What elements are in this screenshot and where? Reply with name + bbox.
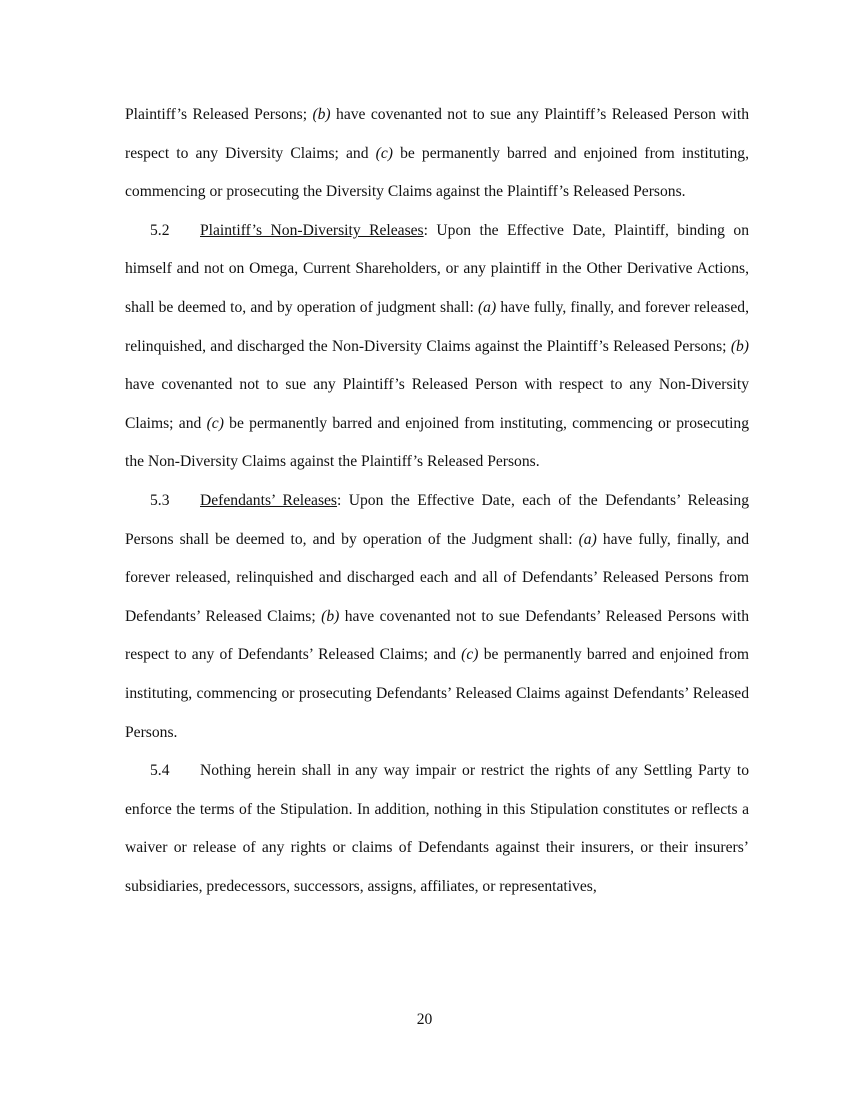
section-heading: Defendants’ Releases	[200, 491, 338, 509]
document-body	[125, 96, 749, 906]
paragraph-text: : Upon the Effective Date, Plaintiff, binding on himself and not on Omega, Current Shareholders, or any plaintiff in the Other Derivative Actions, shall be deemed to, and by operation of judgment shall:	[125, 221, 749, 316]
paragraph-text: have fully, finally, and forever released, relinquished and discharged each and all of Defendants’ Released Persons from Defendants’ Released Claims;	[125, 530, 749, 625]
paragraph-text: : Upon the Effective Date, each of the Defendants’ Releasing Persons shall be deemed to, and by operation of the Judgment shall:	[125, 491, 750, 548]
clause-letter: (b)	[321, 607, 340, 625]
paragraph-text: Nothing herein shall in any way impair or restrict the rights of any Settling Party to enforce the terms of the Stipulation. In addition, nothing in this Stipulation constitutes or reflects a waiver or release of any rights or claims of Defendants against their insurers, or their insurers’ subsidiaries, predecessors, successors, assigns, affiliates, or representatives,	[125, 762, 749, 895]
paragraph-text: be permanently barred and enjoined from instituting, commencing or prosecuting the Diversity Claims against the Plaintiff’s Released Persons.	[125, 144, 749, 201]
page-number: 20	[416, 1011, 433, 1028]
clause-letter: (c)	[206, 414, 224, 432]
paragraph-text: be permanently barred and enjoined from instituting, commencing or prosecuting the Non-Diversity Claims against the Plaintiff’s Released Persons.	[125, 414, 749, 471]
paragraph-text: have fully, finally, and forever released, relinquished, and discharged the Non-Diversity Claims against the Plaintiff’s Released Persons;	[125, 298, 749, 355]
section-number: 5.3	[150, 491, 170, 509]
clause-letter: (b)	[730, 337, 749, 355]
paragraph	[125, 752, 749, 906]
clause-letter: (c)	[375, 144, 393, 162]
paragraph-text: have covenanted not to sue any Plaintiff’s Released Person with respect to any Non-Diversity Claims; and	[125, 376, 749, 432]
paragraph-text: Plaintiff’s Released Persons;	[125, 106, 313, 123]
section-heading: Plaintiff’s Non-Diversity Releases	[200, 221, 424, 239]
section-number: 5.4	[150, 762, 170, 780]
paragraph	[125, 212, 749, 482]
clause-letter: (b)	[312, 106, 331, 123]
paragraph-text: be permanently barred and enjoined from instituting, commencing or prosecuting Defendants’ Released Claims against Defendants’ Released Persons.	[125, 646, 749, 741]
clause-letter: (a)	[477, 298, 497, 316]
paragraph	[125, 96, 749, 212]
paragraph	[125, 482, 749, 752]
clause-letter: (a)	[578, 530, 597, 548]
clause-letter: (c)	[461, 646, 479, 664]
paragraph-text: have covenanted not to sue Defendants’ Released Persons with respect to any of Defendants’ Released Claims; and	[125, 607, 749, 664]
paragraph-text: have covenanted not to sue any Plaintiff’s Released Person with respect to any Diversity Claims; and	[125, 106, 749, 162]
section-number: 5.2	[150, 221, 170, 239]
